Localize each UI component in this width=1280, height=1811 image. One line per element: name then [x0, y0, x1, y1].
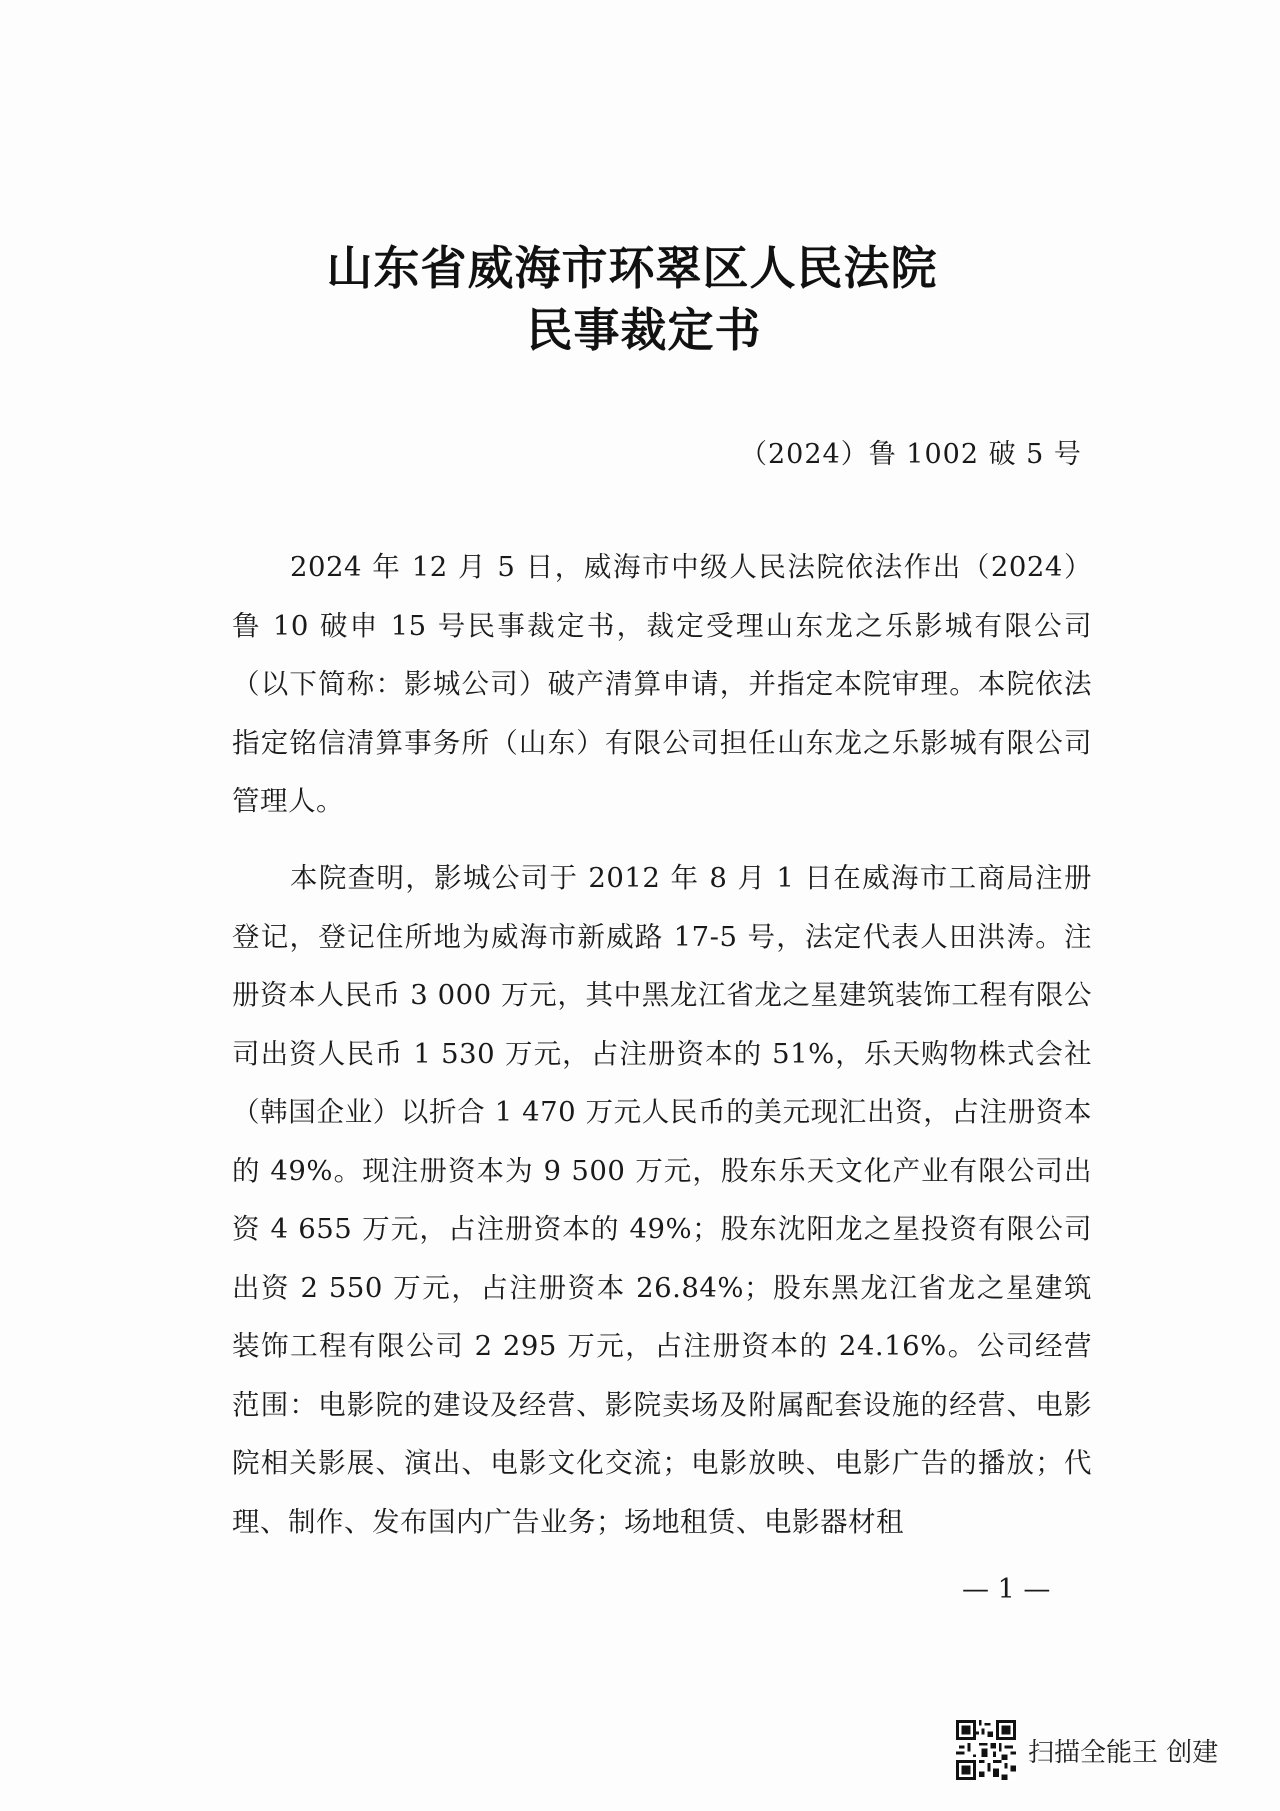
- qr-code-icon: [956, 1720, 1016, 1780]
- case-number: （2024）鲁 1002 破 5 号: [740, 439, 1082, 470]
- court-name-title: 山东省威海市环翠区人民法院: [326, 241, 938, 295]
- document-type-title: 民事裁定书: [526, 303, 762, 357]
- page-number: — 1 —: [962, 1574, 1051, 1605]
- paragraph-1: 2024 年 12 月 5 日，威海市中级人民法院依法作出（2024）鲁 10 破申 15 号民事裁定书，裁定受理山东龙之乐影城有限公司（以下简称：影城公司）破产清算申请，并指定本院审理。本院依法指定铭信清算事务所（山东）有限公司担任山东龙之乐影城有限公司管理人。: [232, 551, 1092, 817]
- watermark-text: 扫描全能王 创建: [1028, 1737, 1219, 1768]
- scanner-watermark: [956, 1720, 1218, 1780]
- paragraph-2: 本院查明，影城公司于 2012 年 8 月 1 日在威海市工商局注册登记，登记住所地为威海市新威路 17-5 号，法定代表人田洪涛。注册资本人民币 3 000 万元，其中黑龙江省龙之星建筑装饰工程有限公司出资人民币 1 530 万元，占注册资本的 51%，乐天购物株式会社（韩国企业）以折合 1 470 万元人民币的美元现汇出资，占注册资本的 49%。现注册资本为 9 500 万元，股东乐天文化产业有限公司出资 4 655 万元，占注册资本的 49%；股东沈阳龙之星投资有限公司出资 2 550 万元，占注册资本 26.84%；股东黑龙江省龙之星建筑装饰工程有限公司 2 295 万元，占注册资本的 24.16%。公司经营范围：电影院的建设及经营、影院卖场及附属配套设施的经营、电影院相关影展、演出、电影文化交流；电影放映、电影广告的播放；代理、制作、发布国内广告业务；场地租赁、电影器材租: [232, 862, 1092, 1538]
